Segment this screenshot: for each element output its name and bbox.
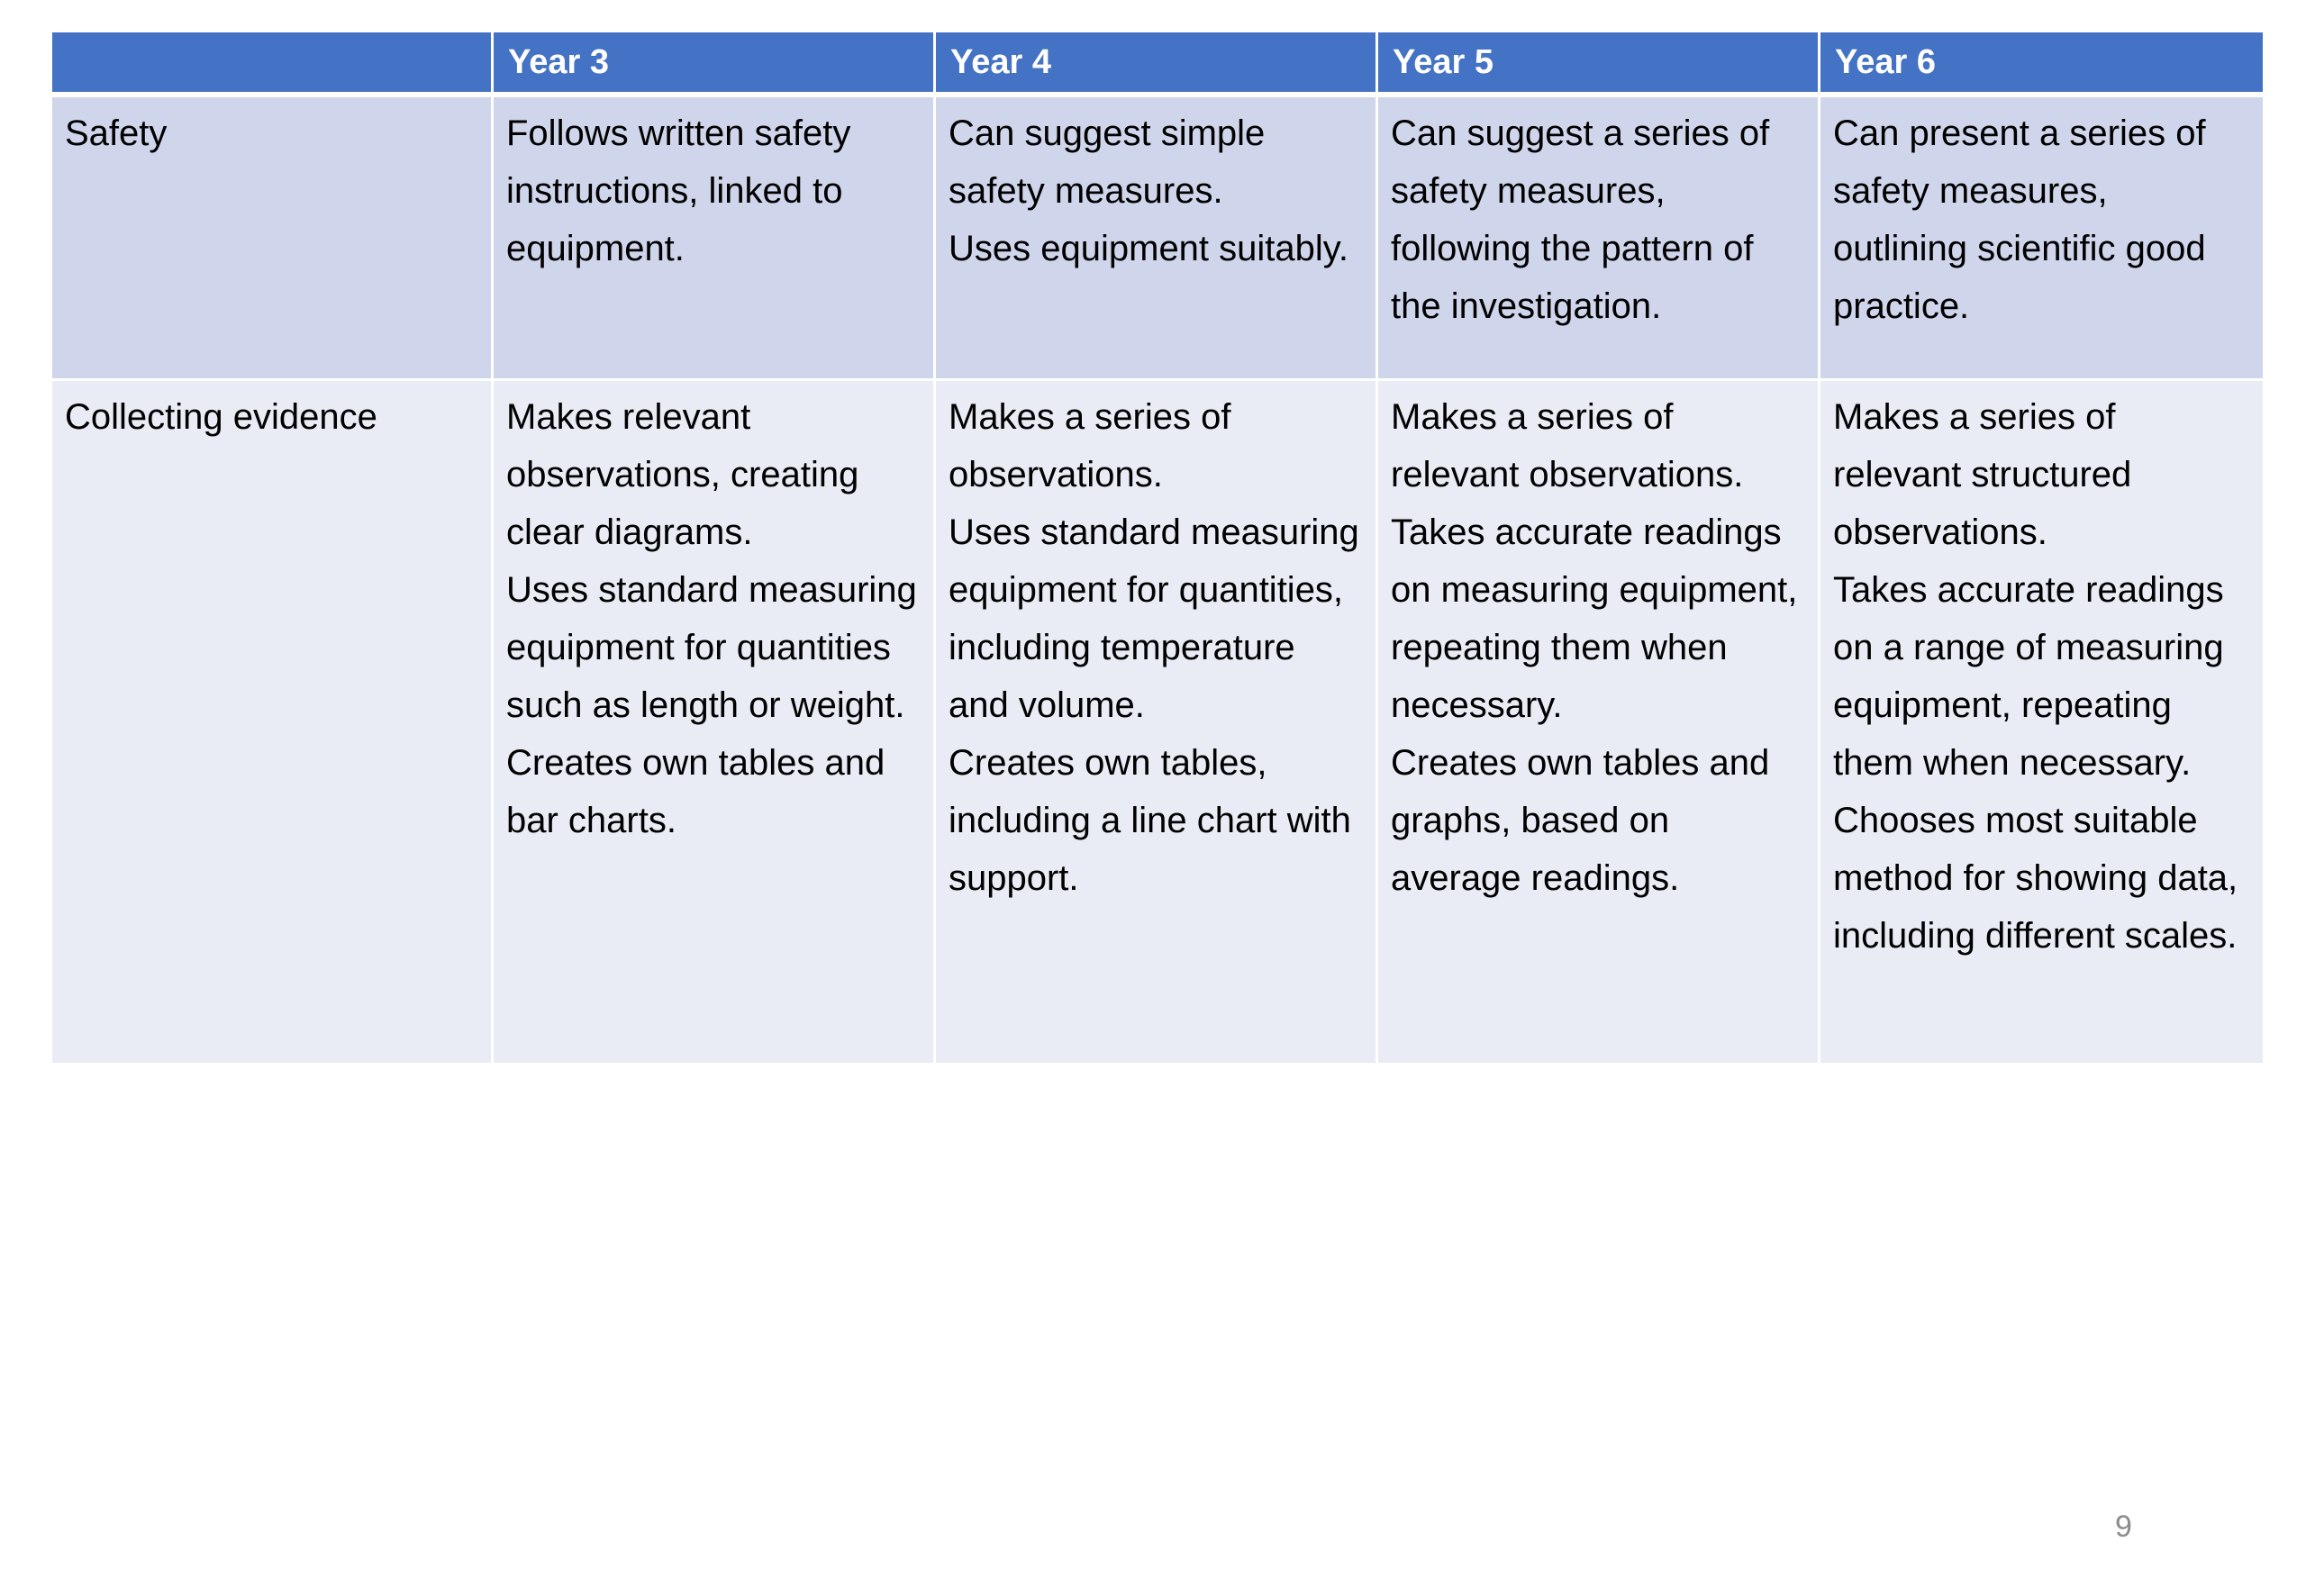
cell-line: Makes relevant observations, creating clear diagrams. — [506, 397, 859, 552]
cell-line: Creates own tables, including a line chart with support. — [949, 743, 1351, 898]
row-label-safety — [52, 97, 494, 381]
cell-evidence-year-3 — [494, 381, 936, 1066]
cell-line: Makes a series of relevant observations. — [1391, 397, 1744, 494]
header-year-5: Year 5 — [1378, 32, 1820, 97]
cell-safety-year-5 — [1378, 97, 1820, 381]
cell-safety-year-6 — [1820, 97, 2263, 381]
header-year-4: Year 4 — [936, 32, 1378, 97]
cell-evidence-year-4 — [936, 381, 1378, 1066]
row-label-collecting-evidence — [52, 381, 494, 1066]
cell-line: Uses equipment suitably. — [949, 229, 1348, 268]
cell-line: Chooses most suitable method for showing data, including different scales. — [1833, 801, 2238, 956]
progression-table — [52, 32, 2263, 1066]
cell-line: Uses standard measuring equipment for quantities, including temperature and volume. — [949, 512, 1359, 725]
cell-safety-year-3 — [494, 97, 936, 381]
cell-line: Can suggest a series of safety measures, following the pattern of the investigation. — [1391, 113, 1770, 326]
cell-evidence-year-6 — [1820, 381, 2263, 1066]
cell-line: Creates own tables and graphs, based on average readings. — [1391, 743, 1770, 898]
cell-evidence-year-5 — [1378, 381, 1820, 1066]
row-label-text: Safety — [65, 113, 168, 153]
cell-line: Can present a series of safety measures, outlining scientific good practice. — [1833, 113, 2206, 326]
page-number: 9 — [2115, 1510, 2132, 1544]
cell-line: Takes accurate readings on measuring equipment, repeating them when necessary. — [1391, 512, 1798, 725]
header-year-6: Year 6 — [1820, 32, 2263, 97]
table-row-safety — [52, 97, 2263, 381]
cell-safety-year-4 — [936, 97, 1378, 381]
cell-line: Follows written safety instructions, linked to equipment. — [506, 113, 851, 268]
row-label-text: Collecting evidence — [65, 397, 377, 437]
cell-line: Makes a series of relevant structured observations. — [1833, 397, 2132, 552]
cell-line: Creates own tables and bar charts. — [506, 743, 885, 840]
cell-line: Makes a series of observations. — [949, 397, 1231, 494]
cell-line: Uses standard measuring equipment for quantities such as length or weight. — [506, 570, 917, 725]
header-year-3: Year 3 — [494, 32, 936, 97]
table-row-collecting-evidence — [52, 381, 2263, 1066]
cell-line: Can suggest simple safety measures. — [949, 113, 1266, 211]
header-empty-cell — [52, 32, 494, 97]
cell-line: Takes accurate readings on a range of measuring equipment, repeating them when necessary. — [1833, 570, 2224, 783]
header-row — [52, 32, 2263, 97]
